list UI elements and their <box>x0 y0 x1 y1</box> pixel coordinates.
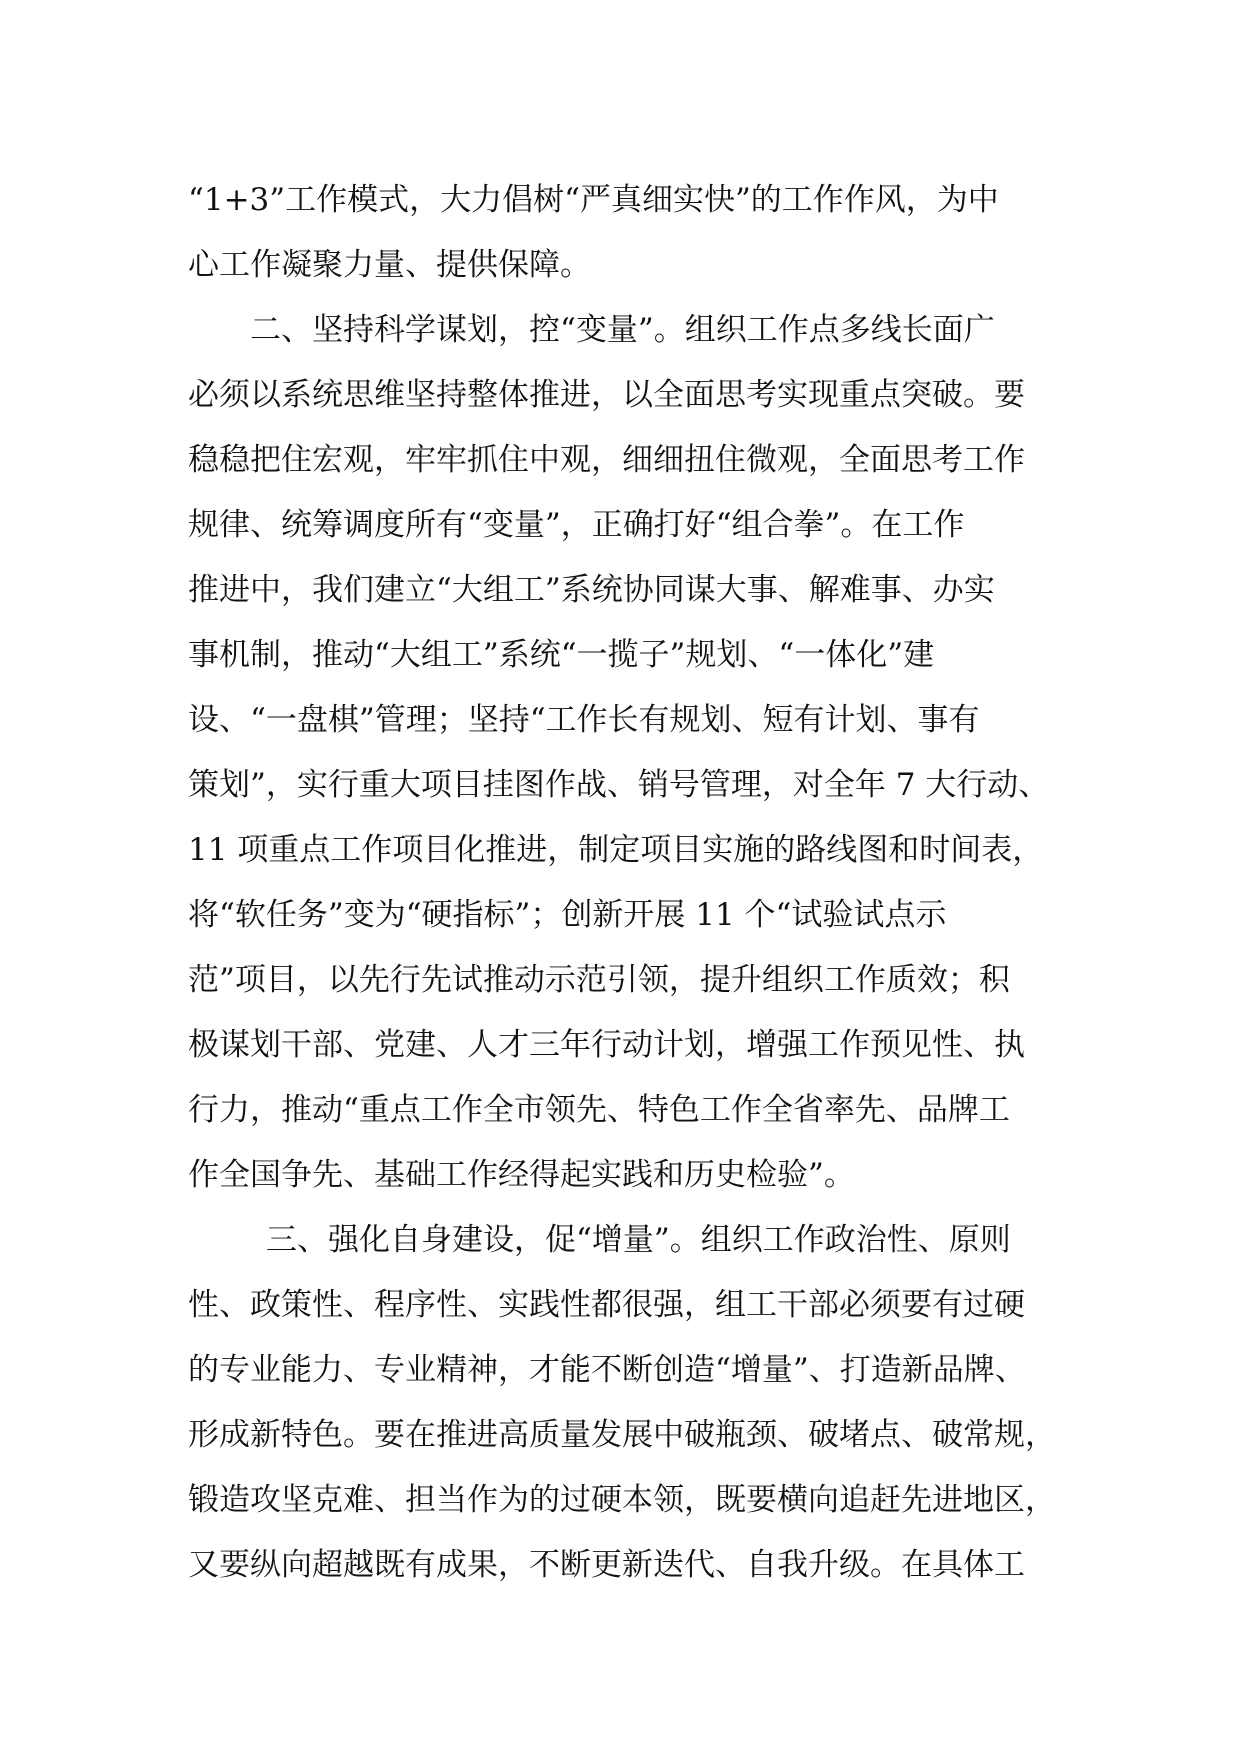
text-line: 规律、统筹调度所有“变量”，正确打好“组合拳”。在工作 <box>188 507 965 543</box>
text-line: 行力，推动“重点工作全市领先、特色工作全省率先、品牌工 <box>188 1092 1010 1128</box>
text-line: 作全国争先、基础工作经得起实践和历史检验”。 <box>188 1157 855 1193</box>
text-line: 推进中，我们建立“大组工”系统协同谋大事、解难事、办实 <box>188 572 995 608</box>
text-line: 必须以系统思维坚持整体推进，以全面思考实现重点突破。要 <box>188 377 1025 413</box>
text-line: 11 项重点工作项目化推进，制定项目实施的路线图和时间表， <box>188 832 1044 868</box>
text-line: 形成新特色。要在推进高质量发展中破瓶颈、破堵点、破常规， <box>188 1417 1056 1453</box>
text-line: 范”项目，以先行先试推动示范引领，提升组织工作质效；积 <box>188 962 1010 998</box>
text-line: 稳稳把住宏观，牢牢抓住中观，细细扭住微观，全面思考工作 <box>188 442 1025 478</box>
text-line: 极谋划干部、党建、人才三年行动计划，增强工作预见性、执 <box>188 1027 1025 1063</box>
text-line: 又要纵向超越既有成果，不断更新迭代、自我升级。在具体工 <box>188 1547 1025 1583</box>
section-heading-line: 三、强化自身建设，促“增量”。组织工作政治性、原则 <box>266 1222 1011 1258</box>
text-line: 策划”，实行重大项目挂图作战、销号管理，对全年 7 大行动、 <box>188 767 1050 803</box>
text-line: 性、政策性、程序性、实践性都很强，组工干部必须要有过硬 <box>188 1287 1025 1323</box>
text-line: 设、“一盘棋”管理；坚持“工作长有规划、短有计划、事有 <box>188 702 980 738</box>
text-line: 的专业能力、专业精神，才能不断创造“增量”、打造新品牌、 <box>188 1352 1026 1388</box>
text-line: 心工作凝聚力量、提供保障。 <box>188 247 591 283</box>
section-heading-line: 二、坚持科学谋划，控“变量”。组织工作点多线长面广 <box>250 312 995 348</box>
text-line: 事机制，推动“大组工”系统“一揽子”规划、“一体化”建 <box>188 637 935 673</box>
body-text <box>188 168 1088 1598</box>
text-line: “1+3”工作模式，大力倡树“严真细实快”的工作作风，为中 <box>188 182 999 218</box>
text-line: 将“软任务”变为“硬指标”；创新开展 11 个“试验试点示 <box>188 897 947 933</box>
text-line: 锻造攻坚克难、担当作为的过硬本领，既要横向追赶先进地区， <box>188 1482 1056 1518</box>
